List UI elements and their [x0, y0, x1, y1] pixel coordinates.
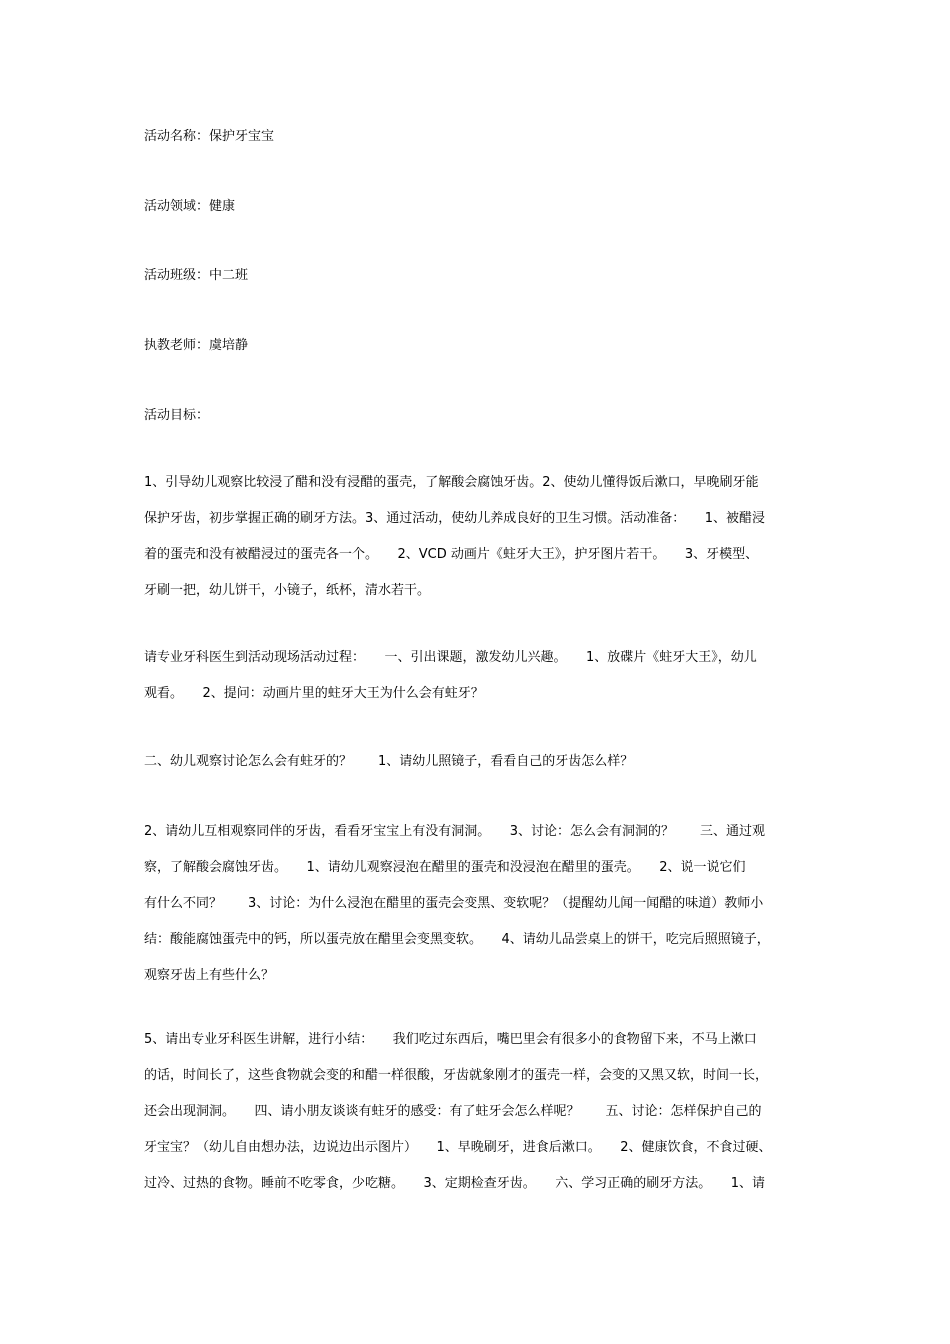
paragraph-observation	[144, 814, 808, 994]
paragraph-process-intro	[144, 640, 808, 712]
activity-name: 活动名称：保护牙宝宝	[144, 129, 275, 144]
paragraph-line: 结：酸能腐蚀蛋壳中的钙，所以蛋壳放在醋里会变黑变软。 4、请幼儿品尝桌上的饼干，吃完后照照镜子，	[144, 932, 770, 947]
paragraph-line: 着的蛋壳和没有被醋浸过的蛋壳各一个。 2、VCD 动画片《蛀牙大王》，护牙图片若干。 3、牙模型、	[144, 547, 759, 562]
paragraph-line: 牙宝宝？（幼儿自由想办法，边说边出示图片） 1、早晚刷牙，进食后漱口。 2、健康饮食，不食过硬、	[144, 1140, 772, 1155]
paragraph-line: 观看。 2、提问：动画片里的蛀牙大王为什么会有蛀牙？	[144, 686, 484, 701]
paragraph-line: 二、幼儿观察讨论怎么会有蛀牙的？ 1、请幼儿照镜子，看看自己的牙齿怎么样？	[144, 754, 634, 769]
goals-heading: 活动目标：	[144, 408, 210, 423]
activity-field: 活动领域：健康	[144, 199, 236, 214]
activity-class: 活动班级：中二班	[144, 268, 249, 283]
paragraph-line: 的话，时间长了，这些食物就会变的和醋一样很酸，牙齿就象刚才的蛋壳一样，会变的又黑又软，时间一长，	[144, 1068, 769, 1083]
paragraph-line: 过冷、过热的食物。睡前不吃零食，少吃糖。 3、定期检查牙齿。 六、学习正确的刷牙方法。 1、请	[144, 1176, 766, 1191]
paragraph-line: 1、引导幼儿观察比较浸了醋和没有浸醋的蛋壳，了解酸会腐蚀牙齿。2、使幼儿懂得饭后漱口，早晚刷牙能	[144, 475, 759, 490]
paragraph-line: 还会出现洞洞。 四、请小朋友谈谈有蛀牙的感受：有了蛀牙会怎么样呢？ 五、讨论：怎样保护自己的	[144, 1104, 762, 1119]
paragraph-line: 牙刷一把，幼儿饼干，小镜子，纸杯，清水若干。	[144, 583, 431, 598]
paragraph-line: 有什么不同？ 3、讨论：为什么浸泡在醋里的蛋壳会变黑、变软呢？（提醒幼儿闻一闻醋的味道）教师小	[144, 896, 764, 911]
paragraph-line: 5、请出专业牙科医生讲解，进行小结： 我们吃过东西后，嘴巴里会有很多小的食物留下来，不马上漱口	[144, 1032, 757, 1047]
paragraph-line: 察，了解酸会腐蚀牙齿。 1、请幼儿观察浸泡在醋里的蛋壳和没浸泡在醋里的蛋壳。 2、说一说它们	[144, 860, 746, 875]
paragraph-line: 2、请幼儿互相观察同伴的牙齿，看看牙宝宝上有没有洞洞。 3、讨论：怎么会有洞洞的？ 三、通过观	[144, 824, 766, 839]
paragraph-line: 保护牙齿，初步掌握正确的刷牙方法。3、通过活动，使幼儿养成良好的卫生习惯。活动准备： 1、被醋浸	[144, 511, 766, 526]
paragraph-goals	[144, 465, 808, 609]
paragraph-summary	[144, 1022, 808, 1202]
paragraph-line: 请专业牙科医生到活动现场活动过程： 一、引出课题，激发幼儿兴趣。 1、放碟片《蛀牙大王》，幼儿	[144, 650, 757, 665]
paragraph-discussion	[144, 744, 808, 780]
teacher-name: 执教老师：虞培静	[144, 338, 249, 353]
paragraph-line: 观察牙齿上有些什么？	[144, 968, 275, 983]
